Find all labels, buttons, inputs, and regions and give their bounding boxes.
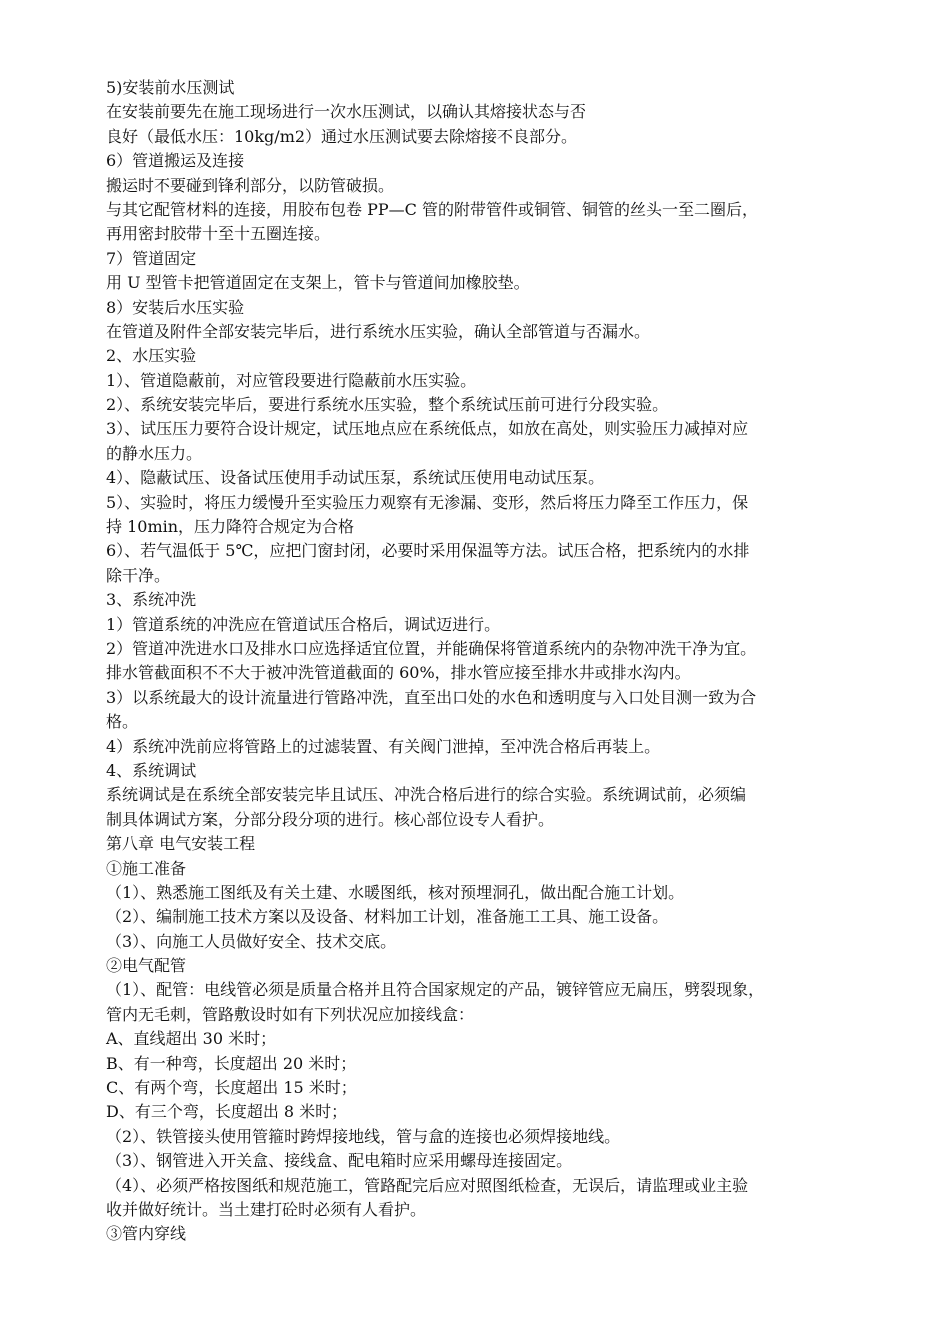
text-line: ②电气配管 (106, 956, 187, 976)
text-line: D、有三个弯，长度超出 8 米时； (106, 1102, 348, 1122)
text-line: （1）、配管：电线管必须是质量合格并且符合国家规定的产品，镀锌管应无扁压，劈裂现象， (106, 980, 765, 1000)
text-line: 格。 (106, 712, 139, 732)
text-line: 排水管截面积不不大于被冲洗管道截面的 60%，排水管应接至排水井或排水沟内。 (106, 663, 691, 683)
text-line: （2）、编制施工技术方案以及设备、材料加工计划，准备施工工具、施工设备。 (106, 907, 669, 927)
text-line: 良好（最低水压：10kg/m2）通过水压测试要去除熔接不良部分。 (106, 126, 578, 146)
text-line: B、有一种弯，长度超出 20 米时； (106, 1053, 357, 1073)
text-line: 7）管道固定 (106, 248, 197, 268)
text-line: 5)安装前水压测试 (106, 78, 235, 97)
text-line: 3、系统冲洗 (106, 590, 197, 610)
text-line: 6）管道搬运及连接 (106, 151, 245, 171)
text-line: ①施工准备 (106, 858, 187, 878)
text-line: 4）、隐蔽试压、设备试压使用手动试压泵，系统试压使用电动试压泵。 (106, 468, 605, 488)
text-line: C、有两个弯，长度超出 15 米时； (106, 1078, 357, 1098)
text-line: 收并做好统计。当土建打砼时必须有人看护。 (106, 1199, 427, 1219)
text-line: （2）、铁管接头使用管箍时跨焊接地线，管与盒的连接也必须焊接地线。 (106, 1126, 621, 1146)
text-line: 在管道及附件全部安装完毕后，进行系统水压实验，确认全部管道与否漏水。 (106, 321, 651, 341)
text-line: 3）以系统最大的设计流量进行管路冲洗，直至出口处的水色和透明度与入口处目测一致为合 (106, 687, 757, 707)
text-line: 4、系统调试 (106, 760, 197, 780)
text-line: 在安装前要先在施工现场进行一次水压测试，以确认其熔接状态与否 (106, 102, 587, 122)
text-line: 5）、实验时，将压力缓慢升至实验压力观察有无渗漏、变形，然后将压力降至工作压力，保 (106, 492, 749, 512)
text-line: 8）安装后水压实验 (106, 297, 245, 317)
text-line: 制具体调试方案，分部分段分项的进行。核心部位设专人看护。 (106, 809, 555, 829)
text-line: 2）、系统安装完毕后，要进行系统水压实验，整个系统试压前可进行分段实验。 (106, 395, 669, 415)
text-line: 管内无毛刺，管路敷设时如有下列状况应加接线盒： (106, 1004, 475, 1024)
text-line: 第八章 电气安装工程 (106, 834, 256, 854)
text-line: 1）、管道隐蔽前，对应管段要进行隐蔽前水压实验。 (106, 370, 477, 390)
text-line: 与其它配管材料的连接，用胶布包卷 PP—C 管的附带管件或铜管、铜管的丝头一至二圈后， (106, 199, 758, 219)
document-page (106, 76, 896, 1247)
text-line: 除干净。 (106, 565, 171, 585)
text-line: 6）、若气温低于 5℃，应把门窗封闭，必要时采用保温等方法。试压合格，把系统内的水排 (106, 541, 750, 561)
text-line: ③管内穿线 (106, 1224, 187, 1244)
text-line: 2、水压实验 (106, 346, 197, 366)
text-line: （4）、必须严格按图纸和规范施工，管路配完后应对照图纸检查，无误后，请监理或业主验 (106, 1175, 749, 1195)
text-line: A、直线超出 30 米时； (106, 1029, 277, 1049)
text-line: 的静水压力。 (106, 443, 203, 463)
text-line: 搬运时不要碰到锋利部分，以防管破损。 (106, 175, 395, 195)
text-line: 再用密封胶带十至十五圈连接。 (106, 224, 331, 244)
text-line: 持 10min，压力降符合规定为合格 (106, 517, 355, 537)
text-line: （1）、熟悉施工图纸及有关土建、水暖图纸，核对预埋洞孔，做出配合施工计划。 (106, 882, 685, 902)
text-line: （3）、向施工人员做好安全、技术交底。 (106, 931, 397, 951)
text-line: 1）管道系统的冲洗应在管道试压合格后，调试迈进行。 (106, 614, 501, 634)
text-line: 系统调试是在系统全部安装完毕且试压、冲洗合格后进行的综合实验。系统调试前，必须编 (106, 785, 747, 805)
text-line: 3）、试压压力要符合设计规定，试压地点应在系统低点，如放在高处，则实验压力减掉对应 (106, 419, 749, 439)
text-line: 2）管道冲洗进水口及排水口应选择适宜位置，并能确保将管道系统内的杂物冲洗干净为宜。 (106, 638, 757, 658)
text-line: 用 U 型管卡把管道固定在支架上，管卡与管道间加橡胶垫。 (106, 273, 530, 293)
text-line: （3）、钢管进入开关盒、接线盒、配电箱时应采用螺母连接固定。 (106, 1151, 573, 1171)
text-line: 4）系统冲洗前应将管路上的过滤装置、有关阀门泄掉，至冲洗合格后再装上。 (106, 736, 661, 756)
